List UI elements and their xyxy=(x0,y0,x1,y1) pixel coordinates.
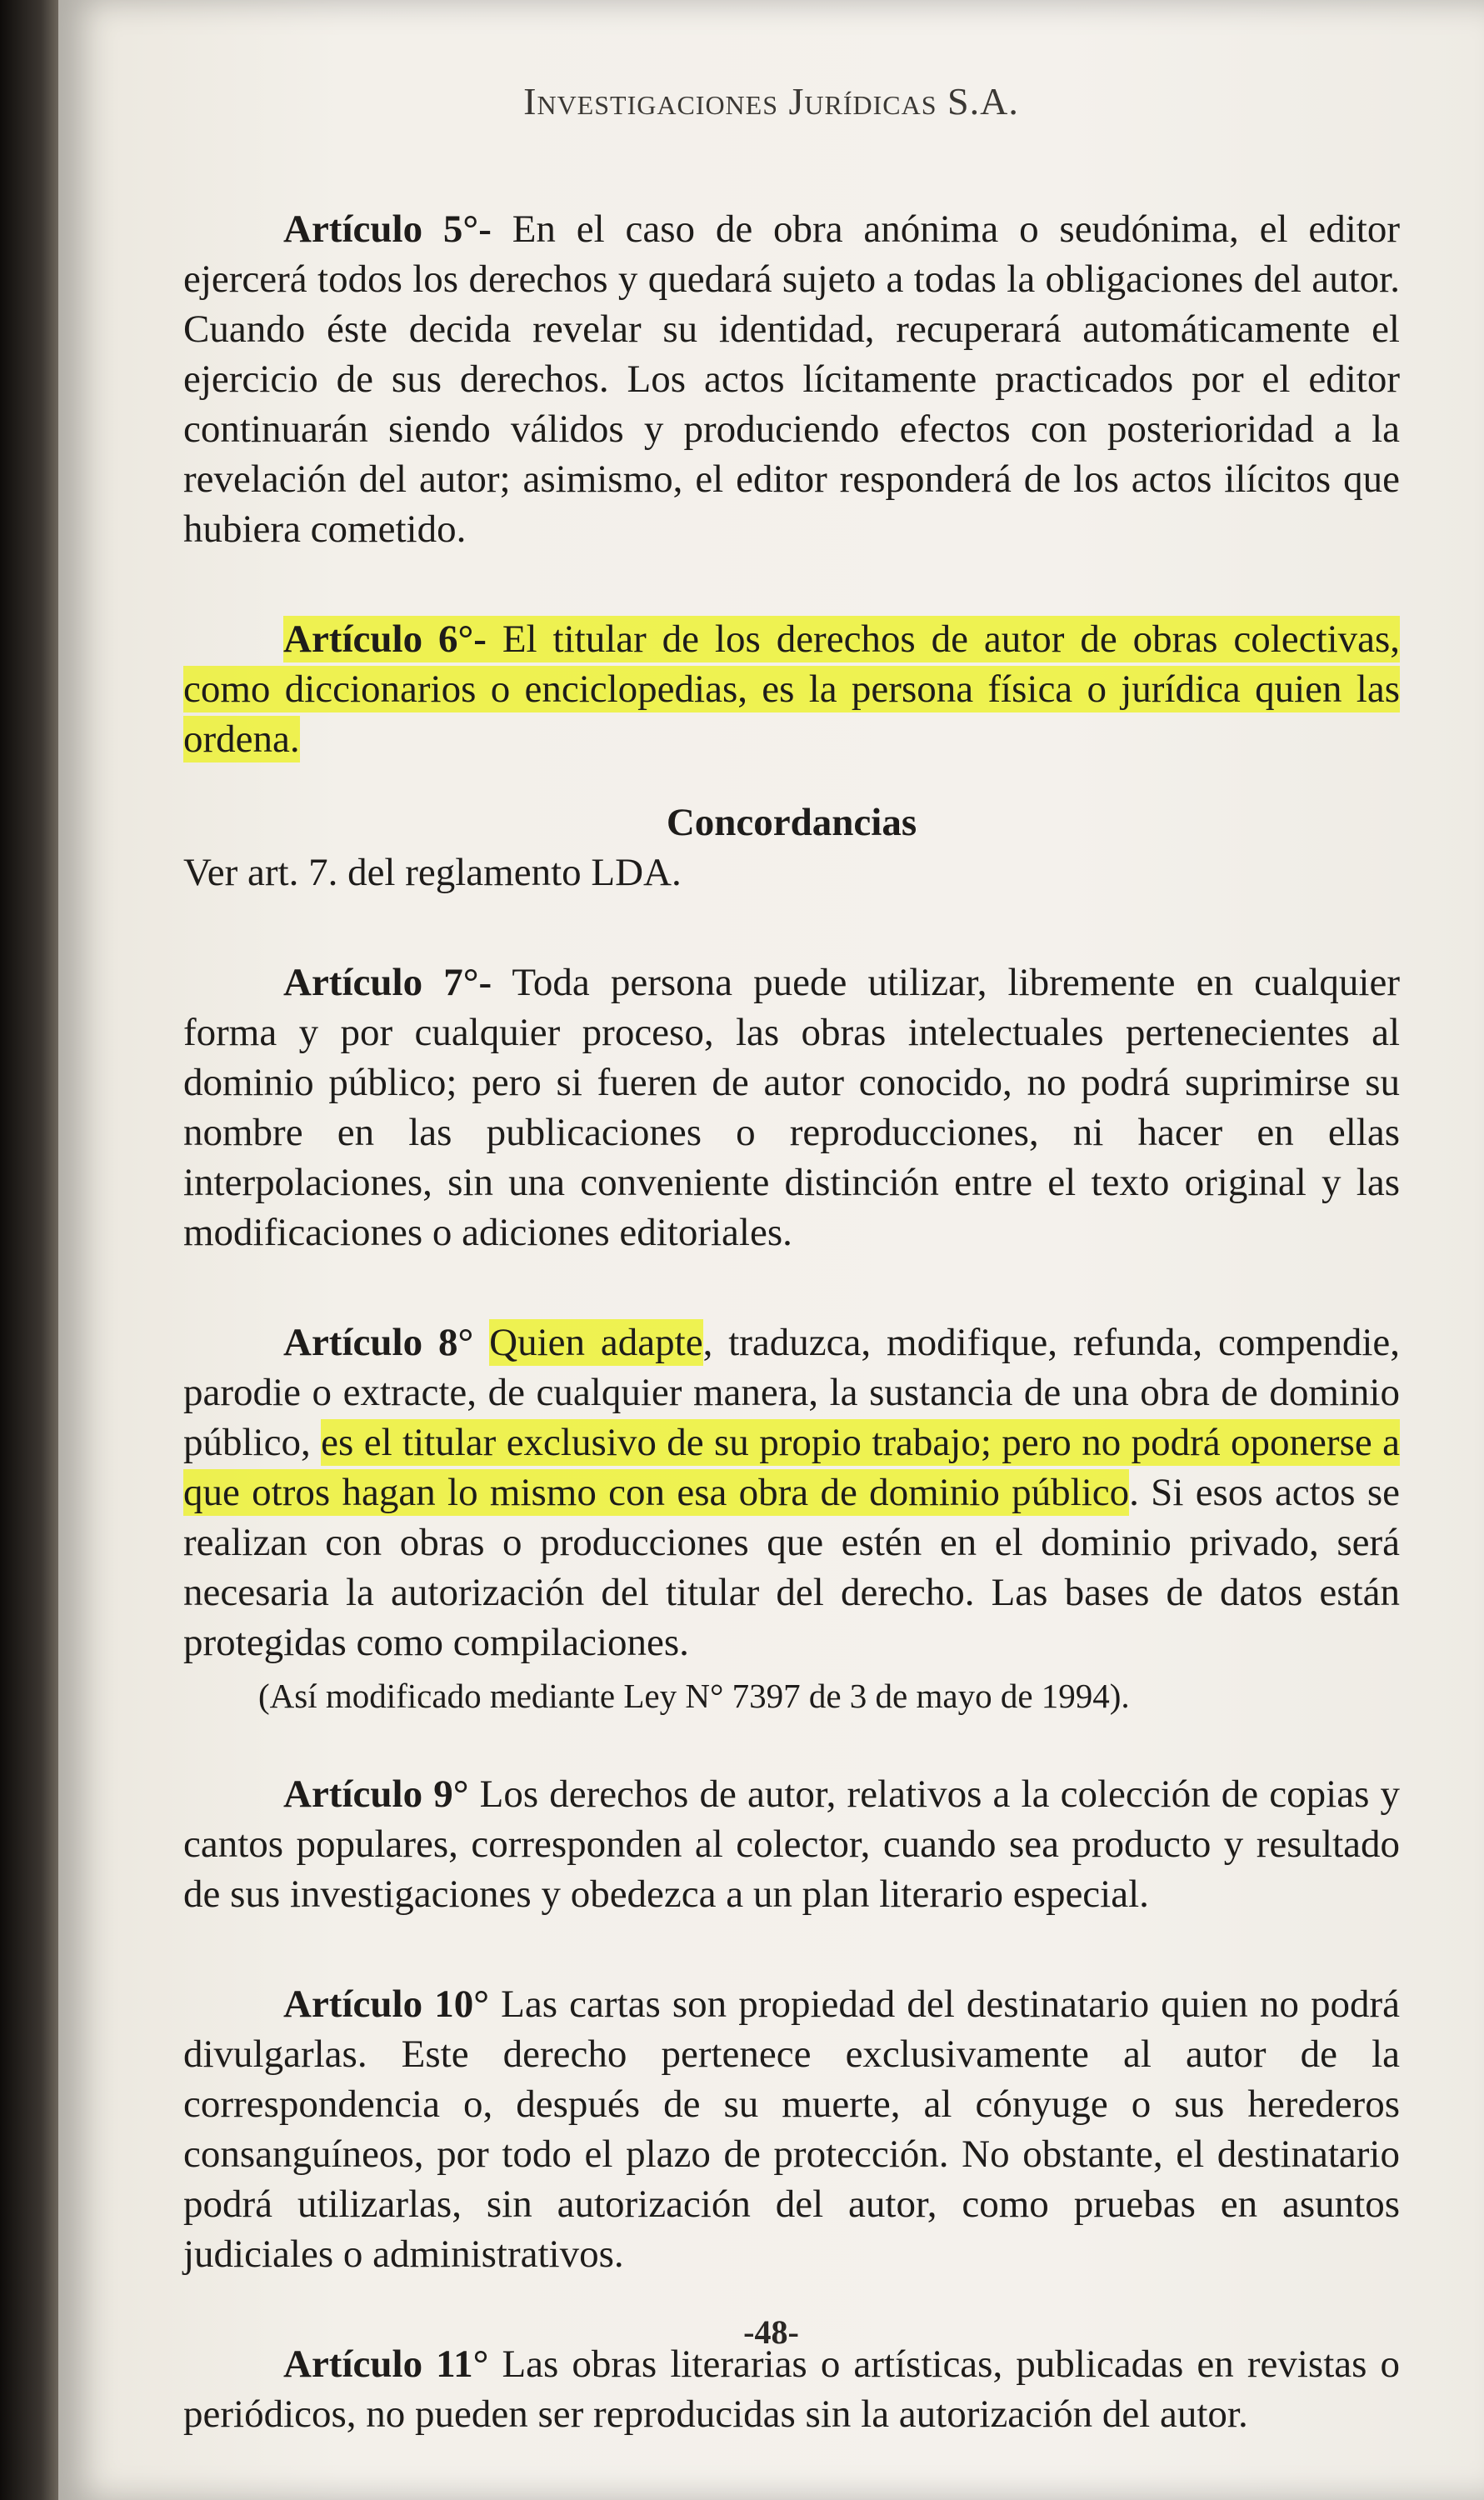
article-9 xyxy=(183,1769,1400,1919)
article-8-highlight-2: es el titular exclusivo de su propio trabajo; pero no podrá oponerse a que otros hagan lo mismo con esa obra de dominio público xyxy=(183,1421,1400,1514)
concordancias-title: Concordancias xyxy=(666,801,917,844)
article-7 xyxy=(183,958,1400,1258)
article-7-label: Artículo 7°- xyxy=(283,961,492,1004)
article-10-text: Las cartas son propiedad del destinatario quien no podrá divulgarlas. Este derecho pertenece exclusivamente al autor de la correspondencia o, después de su muerte, al cónyuge o sus herederos consanguíneos, por todo el plazo de protección. No obstante, el destinatario podrá utilizarlas, sin autorización del autor, como pruebas en asuntos judiciales o administrativos. xyxy=(183,1982,1401,2276)
article-8-highlight-1: Quien adapte xyxy=(489,1321,703,1364)
article-5-text: En el caso de obra anónima o seudónima, el editor ejercerá todos los derechos y quedará sujeto a todas la obligaciones del autor. Cuando éste decida revelar su identidad, recuperará automáticamente el ejercicio de sus derechos. Los actos lícitamente practicados por el editor continuarán siendo válidos y produciendo efectos con posterioridad a la revelación del autor; asimismo, el editor responderá de los actos ilícitos que hubiera cometido. xyxy=(183,208,1400,551)
article-9-text: Los derechos de autor, relativos a la colección de copias y cantos populares, corresponden al colector, cuando sea producto y resultado de sus investigaciones y obedezca a un plan literario especial. xyxy=(183,1772,1400,1916)
article-6-text: El titular de los derechos de autor de obras colectivas, como diccionarios o enciclopedias, es la persona física o jurídica quien las ordena. xyxy=(183,618,1400,761)
article-5 xyxy=(183,204,1400,554)
page-gutter xyxy=(0,0,58,2500)
article-6 xyxy=(183,614,1400,764)
concordancias-text: Ver art. 7. del reglamento LDA. xyxy=(183,851,682,894)
article-8-note: (Así modificado mediante Ley N° 7397 de 3 de mayo de 1994). xyxy=(258,1677,1130,1715)
article-6-label: Artículo 6°- xyxy=(283,618,487,661)
article-8-text-a: , traduzca, modifique, refunda, compendie, parodie o extracte, de cualquier manera, la sustancia de una obra de dominio público, xyxy=(183,1321,1400,1464)
book-page xyxy=(58,0,1484,2500)
article-7-text: Toda persona puede utilizar, libremente en cualquier forma y por cualquier proceso, las obras intelectuales pertenecientes al dominio público; pero si fueren de autor conocido, no podrá suprimirse su nombre en las publicaciones o reproducciones, ni hacer en ellas interpolaciones, sin una conveniente distinción entre el texto original y las modificaciones o adiciones editoriales. xyxy=(183,961,1400,1254)
article-5-label: Artículo 5°- xyxy=(283,208,492,251)
page-body xyxy=(183,204,1400,2499)
article-10-label: Artículo 10° xyxy=(283,1982,490,2026)
article-11-label: Artículo 11° xyxy=(283,2342,489,2386)
article-11 xyxy=(183,2339,1400,2439)
article-9-label: Artículo 9° xyxy=(283,1772,469,1816)
page-number: -48- xyxy=(743,2313,799,2351)
article-8-text-b: . Si esos actos se realizan con obras o producciones que estén en el dominio privado, será necesaria la autorización del titular del derecho. Las bases de datos están protegidas como compilaciones. xyxy=(183,1471,1400,1664)
running-header: Investigaciones Jurídicas S.A. xyxy=(523,80,1019,122)
article-11-text: Las obras literarias o artísticas, publicadas en revistas o periódicos, no pueden ser reproducidas sin la autorización del autor. xyxy=(183,2342,1400,2436)
article-6-highlight xyxy=(183,616,1400,762)
article-10 xyxy=(183,1979,1400,2279)
article-8 xyxy=(183,1318,1400,1668)
article-8-label: Artículo 8° xyxy=(283,1321,474,1364)
